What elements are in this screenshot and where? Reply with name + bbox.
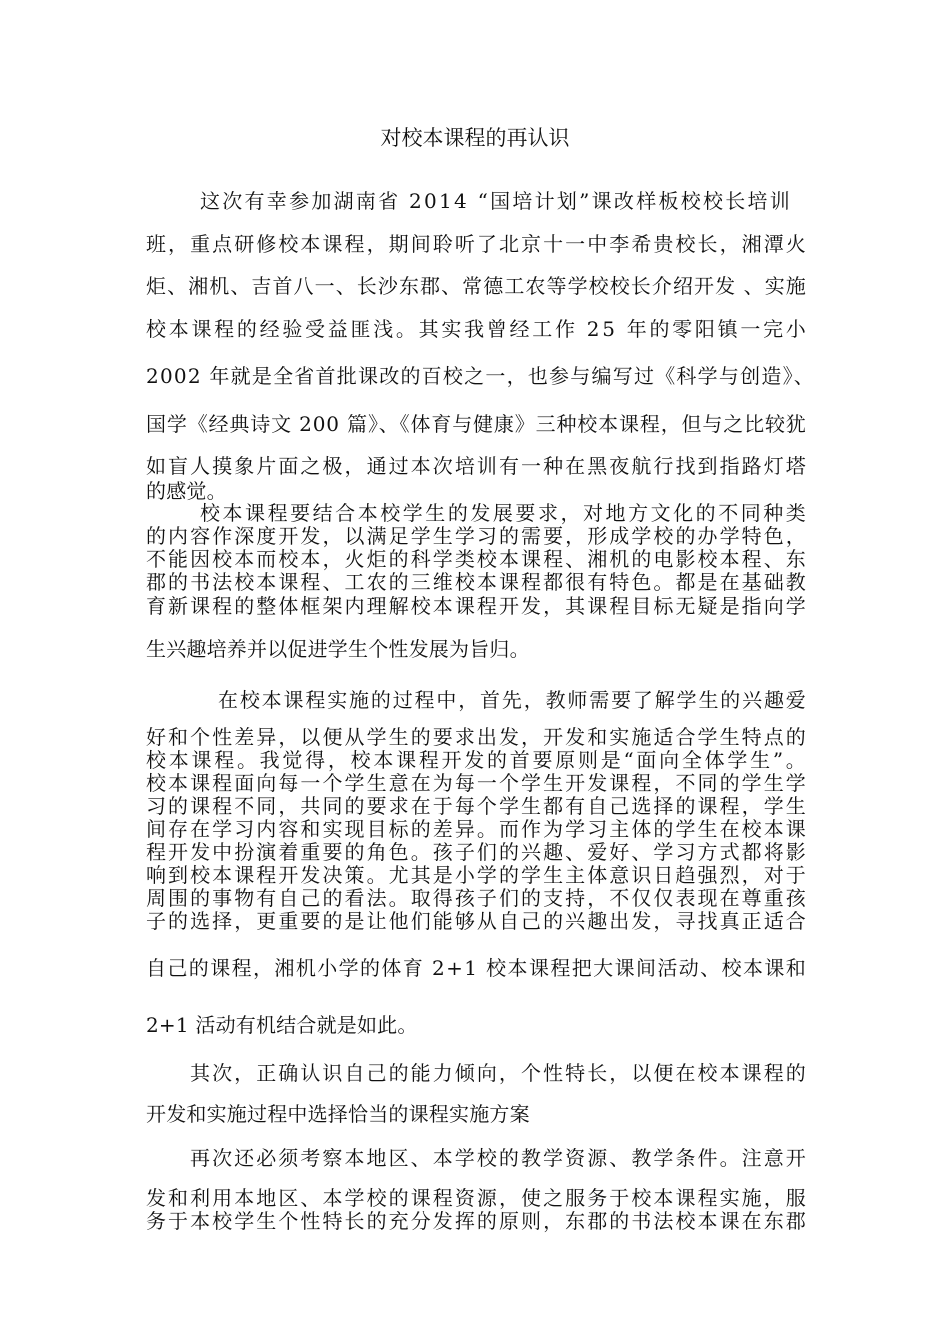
body-text-line: 习的课程不同，共同的要求在于每个学生都有自己选择的课程，学生 xyxy=(146,794,808,818)
body-text-line: 育新课程的整体框架内理解校本课程开发，其课程目标无疑是指向学 xyxy=(146,594,808,618)
body-text-line: 班，重点研修校本课程，期间聆听了北京十一中李希贵校长，湘潭火 xyxy=(146,232,808,256)
body-text-line: 子的选择，更重要的是让他们能够从自己的兴趣出发，寻找真正适合 xyxy=(146,909,808,933)
body-text-line: 在校本课程实施的过程中，首先，教师需要了解学生的兴趣爱 xyxy=(218,688,808,712)
body-text-line: 其次，正确认识自己的能力倾向，个性特长，以便在校本课程的 xyxy=(190,1061,808,1085)
body-text-line: 程开发中扮演着重要的角色。孩子们的兴趣、爱好、学习方式都将影 xyxy=(146,840,808,864)
body-text-line: 周围的事物有自己的看法。取得孩子们的支持，不仅仅表现在尊重孩 xyxy=(146,886,808,910)
body-text-line: 2002 年就是全省首批课改的百校之一，也参与编写过《科学与创造》、 xyxy=(146,364,816,388)
body-text-line: 郡的书法校本课程、工农的三维校本课程都很有特色。都是在基础教 xyxy=(146,570,808,594)
body-text-line: 的内容作深度开发，以满足学生学习的需要，形成学校的办学特色， xyxy=(146,524,808,548)
body-text-line: 务于本校学生个性特长的充分发挥的原则，东郡的书法校本课在东郡 xyxy=(146,1209,808,1233)
body-text-line: 校本课程的经验受益匪浅。其实我曾经工作 25 年的零阳镇一完小 xyxy=(146,317,809,341)
body-text-line: 炬、湘机、吉首八一、长沙东郡、常德工农等学校校长介绍开发 、实施 xyxy=(146,274,807,298)
body-text-line: 如盲人摸象片面之极，通过本次培训有一种在黑夜航行找到指路灯塔 xyxy=(146,454,808,478)
body-text-line: 不能因校本而校本，火炬的科学类校本课程、湘机的电影校本程、东 xyxy=(146,547,808,571)
body-text-line: 间存在学习内容和实现目标的差异。而作为学习主体的学生在校本课 xyxy=(146,817,808,841)
body-text-line: 国学《经典诗文 200 篇》、《体育与健康》三种校本课程，但与之比较犹 xyxy=(146,412,807,436)
body-text-line: 生兴趣培养并以促进学生个性发展为旨归。 xyxy=(146,637,530,661)
body-text-line: 响到校本课程开发决策。尤其是小学的学生主体意识日趋强烈，对于 xyxy=(146,863,808,887)
body-text-line: 这次有幸参加湖南省 2014 “国培计划”课改样板校校长培训 xyxy=(200,189,793,213)
body-text-line: 2+1 活动有机结合就是如此。 xyxy=(146,1013,418,1037)
body-text-line: 发和利用本地区、本学校的课程资源，使之服务于校本课程实施，服 xyxy=(146,1186,808,1210)
body-text-line: 校本课程要结合本校学生的发展要求，对地方文化的不同种类 xyxy=(200,501,809,525)
body-text-line: 校本课程面向每一个学生意在为每一个学生开发课程，不同的学生学 xyxy=(146,771,808,795)
body-text-line: 好和个性差异，以便从学生的要求出发，开发和实施适合学生特点的 xyxy=(146,725,808,749)
document-title: 对校本课程的再认识 xyxy=(380,126,570,150)
body-text-line: 再次还必须考察本地区、本学校的教学资源、教学条件。注意开 xyxy=(190,1146,808,1170)
body-text-line: 开发和实施过程中选择恰当的课程实施方案 xyxy=(146,1102,530,1126)
body-text-line: 的感觉。 xyxy=(146,479,227,503)
body-text-line: 自己的课程，湘机小学的体育 2+1 校本课程把大课间活动、校本课和 xyxy=(146,956,808,980)
body-text-line: 校本课程。我觉得，校本课程开发的首要原则是“面向全体学生”。 xyxy=(146,748,809,772)
